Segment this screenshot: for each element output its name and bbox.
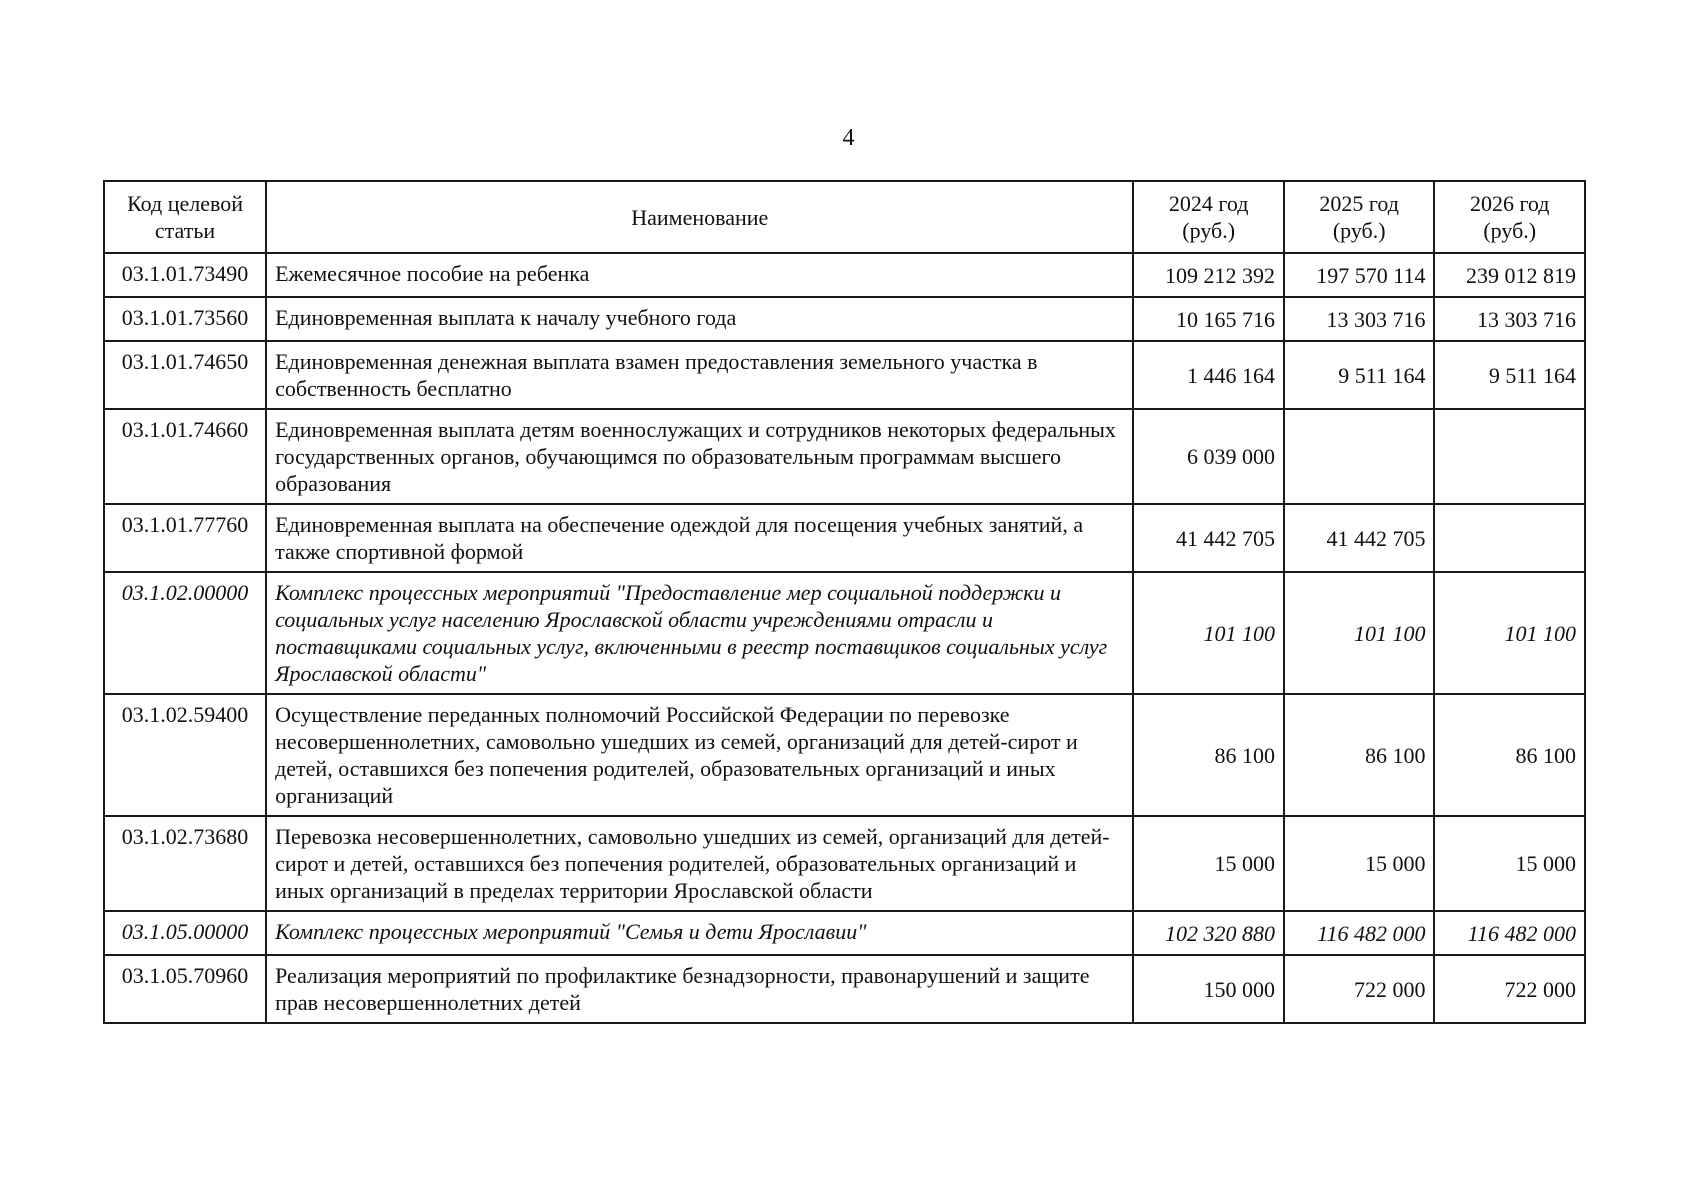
row-name: Комплекс процессных мероприятий "Семья и дети Ярославии" (266, 911, 1133, 955)
row-name: Перевозка несовершеннолетних, самовольно ушедших из семей, организаций для детей-сирот и детей, оставшихся без попечения родителей, образовательных организаций и иных организаций в пределах территории Ярославской области (266, 816, 1133, 911)
row-value-2026 (1434, 409, 1585, 504)
row-code: 03.1.02.59400 (104, 694, 266, 816)
table-row (104, 341, 1585, 409)
row-value-2026: 86 100 (1434, 694, 1585, 816)
row-name: Осуществление переданных полномочий Российской Федерации по перевозке несовершеннолетних, самовольно ушедших из семей, организаций для детей-сирот и детей, оставшихся без попечения родителей, образовательных организаций и иных организаций (266, 694, 1133, 816)
row-code: 03.1.05.70960 (104, 955, 266, 1023)
row-code: 03.1.01.73560 (104, 297, 266, 341)
table-row (104, 253, 1585, 297)
row-value-2026: 15 000 (1434, 816, 1585, 911)
header-2026: 2026 год (руб.) (1434, 181, 1585, 253)
row-name: Единовременная выплата на обеспечение одеждой для посещения учебных занятий, а также спортивной формой (266, 504, 1133, 572)
table-row (104, 572, 1585, 694)
row-code: 03.1.01.74660 (104, 409, 266, 504)
row-name: Единовременная выплата к началу учебного года (266, 297, 1133, 341)
budget-table (103, 180, 1586, 1024)
table-row (104, 911, 1585, 955)
row-value-2026: 722 000 (1434, 955, 1585, 1023)
table-header-row (104, 181, 1585, 253)
row-code: 03.1.02.73680 (104, 816, 266, 911)
row-value-2025: 86 100 (1284, 694, 1435, 816)
row-code: 03.1.01.77760 (104, 504, 266, 572)
table-row (104, 297, 1585, 341)
row-value-2024: 6 039 000 (1133, 409, 1284, 504)
page-number: 4 (842, 125, 855, 151)
row-value-2026: 239 012 819 (1434, 253, 1585, 297)
header-2024: 2024 год (руб.) (1133, 181, 1284, 253)
header-code: Код целевой статьи (104, 181, 266, 253)
row-value-2024: 102 320 880 (1133, 911, 1284, 955)
row-value-2024: 101 100 (1133, 572, 1284, 694)
row-value-2026: 101 100 (1434, 572, 1585, 694)
row-value-2024: 41 442 705 (1133, 504, 1284, 572)
row-name: Единовременная денежная выплата взамен предоставления земельного участка в собственность бесплатно (266, 341, 1133, 409)
table-row (104, 694, 1585, 816)
row-name: Единовременная выплата детям военнослужащих и сотрудников некоторых федеральных государственных органов, обучающимся по образовательным программам высшего образования (266, 409, 1133, 504)
row-value-2025: 9 511 164 (1284, 341, 1435, 409)
row-value-2024: 109 212 392 (1133, 253, 1284, 297)
row-code: 03.1.01.73490 (104, 253, 266, 297)
row-value-2025: 101 100 (1284, 572, 1435, 694)
row-value-2026: 116 482 000 (1434, 911, 1585, 955)
row-value-2025: 722 000 (1284, 955, 1435, 1023)
row-value-2026: 9 511 164 (1434, 341, 1585, 409)
row-value-2024: 10 165 716 (1133, 297, 1284, 341)
row-code: 03.1.02.00000 (104, 572, 266, 694)
table-row (104, 816, 1585, 911)
row-code: 03.1.05.00000 (104, 911, 266, 955)
table-row (104, 409, 1585, 504)
header-name: Наименование (266, 181, 1133, 253)
row-code: 03.1.01.74650 (104, 341, 266, 409)
table-row (104, 504, 1585, 572)
row-value-2024: 15 000 (1133, 816, 1284, 911)
row-value-2024: 1 446 164 (1133, 341, 1284, 409)
row-value-2025: 197 570 114 (1284, 253, 1435, 297)
row-name: Ежемесячное пособие на ребенка (266, 253, 1133, 297)
row-value-2026: 13 303 716 (1434, 297, 1585, 341)
row-value-2025: 13 303 716 (1284, 297, 1435, 341)
row-value-2025: 15 000 (1284, 816, 1435, 911)
row-value-2025: 41 442 705 (1284, 504, 1435, 572)
row-name: Реализация мероприятий по профилактике безнадзорности, правонарушений и защите прав несовершеннолетних детей (266, 955, 1133, 1023)
row-value-2024: 150 000 (1133, 955, 1284, 1023)
row-value-2024: 86 100 (1133, 694, 1284, 816)
row-name: Комплекс процессных мероприятий "Предоставление мер социальной поддержки и социальных услуг населению Ярославской области учреждениями отрасли и поставщиками социальных услуг, включенными в реестр поставщиков социальных услуг Ярославской области" (266, 572, 1133, 694)
header-2025: 2025 год (руб.) (1284, 181, 1435, 253)
row-value-2026 (1434, 504, 1585, 572)
table-row (104, 955, 1585, 1023)
row-value-2025 (1284, 409, 1435, 504)
row-value-2025: 116 482 000 (1284, 911, 1435, 955)
